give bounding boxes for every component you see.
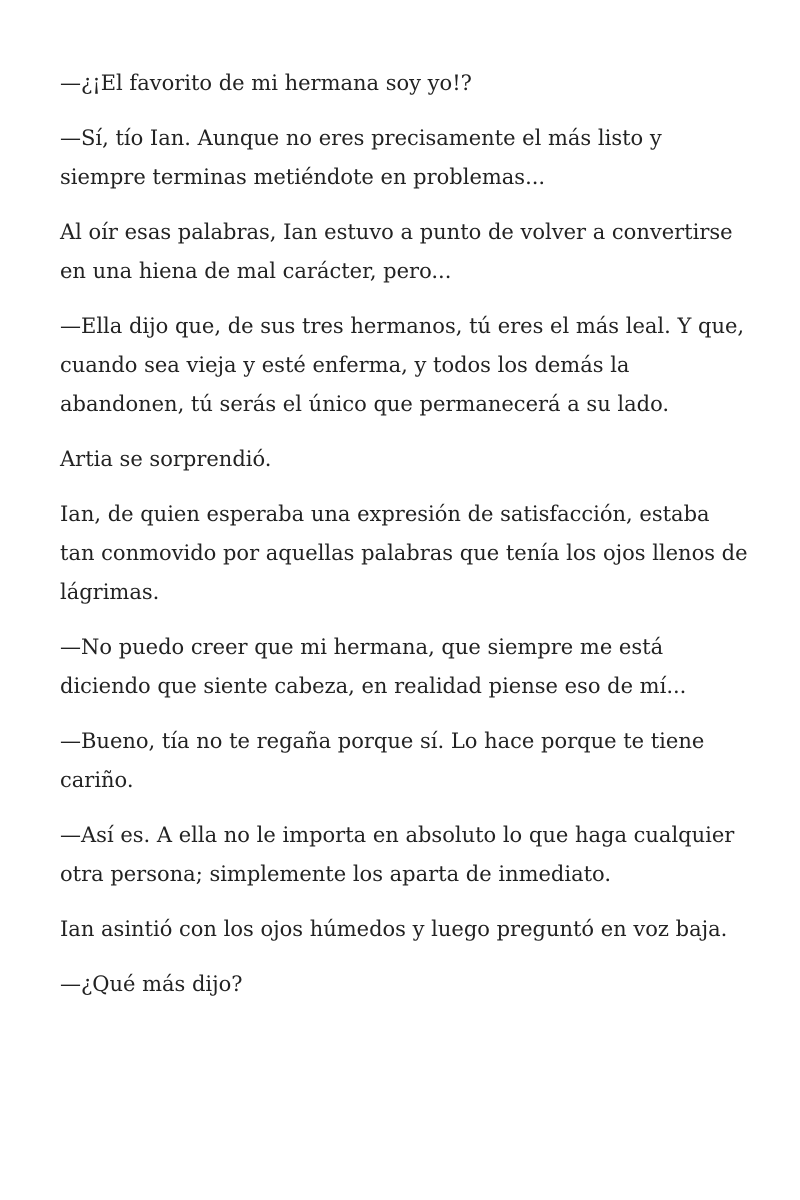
paragraph: Ian, de quien esperaba una expresión de satisfacción, estaba tan conmovido por aquellas palabras que tenía los ojos llenos de lágrimas. — [60, 502, 748, 604]
paragraph: —Así es. A ella no le importa en absoluto lo que haga cualquier otra persona; simplemente los aparta de inmediato. — [60, 823, 735, 886]
paragraph: —No puedo creer que mi hermana, que siempre me está diciendo que siente cabeza, en realidad piense eso de mí... — [60, 635, 687, 698]
paragraph: —Sí, tío Ian. Aunque no eres precisamente el más listo y siempre terminas metiéndote en problemas... — [60, 126, 662, 189]
paragraph: Artia se sorprendió. — [60, 447, 272, 471]
paragraph: —¿Qué más dijo? — [60, 972, 243, 996]
book-page — [60, 64, 750, 1020]
paragraph: Ian asintió con los ojos húmedos y luego preguntó en voz baja. — [60, 917, 728, 941]
paragraph: —¿¡El favorito de mi hermana soy yo!? — [60, 71, 472, 95]
paragraph: —Ella dijo que, de sus tres hermanos, tú eres el más leal. Y que, cuando sea vieja y esté enferma, y todos los demás la abandonen, tú serás el único que permanecerá a su lado. — [60, 314, 745, 416]
paragraph: Al oír esas palabras, Ian estuvo a punto de volver a convertirse en una hiena de mal carácter, pero... — [60, 220, 733, 283]
paragraph: —Bueno, tía no te regaña porque sí. Lo hace porque te tiene cariño. — [60, 729, 705, 792]
